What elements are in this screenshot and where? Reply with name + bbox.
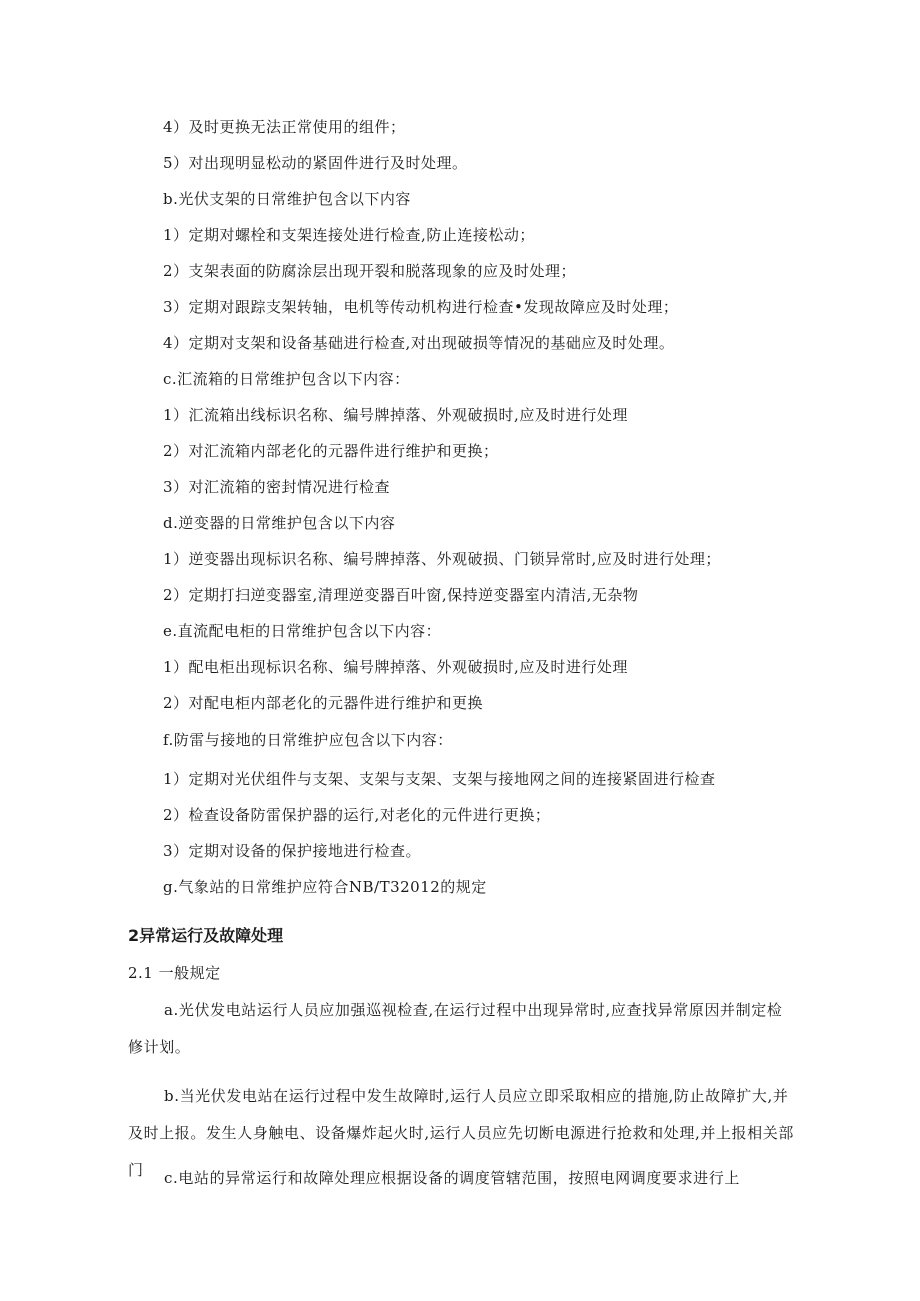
list-item: 2）对汇流箱内部老化的元器件进行维护和更换； [163,442,499,460]
list-heading: e.直流配电柜的日常维护包含以下内容： [163,622,442,640]
list-item: 1）配电柜出现标识名称、编号牌掉落、外观破损时,应及时进行处理 [163,658,628,676]
list-item: 1）定期对光伏组件与支架、支架与支架、支架与接地网之间的连接紧固进行检查 [163,770,716,788]
list-item: 4）定期对支架和设备基础进行检查,对出现破损等情况的基础应及时处理。 [163,334,675,352]
list-item: 3）对汇流箱的密封情况进行检查 [163,478,391,496]
list-item: 3）定期对设备的保护接地进行检查。 [163,842,422,860]
list-item: 2）支架表面的防腐涂层出现开裂和脱落现象的应及时处理； [163,262,577,280]
list-heading: c.汇流箱的日常维护包含以下内容： [163,370,410,388]
list-item: 3）定期对跟踪支架转轴，电机等传动机构进行检查•发现故障应及时处理； [163,298,679,316]
list-item: 4）及时更换无法正常使用的组件； [163,118,406,136]
list-heading: g.气象站的日常维护应符合NB/T32012的规定 [163,878,487,896]
list-heading: f.防雷与接地的日常维护应包含以下内容： [163,731,453,749]
list-item: 2）对配电柜内部老化的元器件进行维护和更换 [163,694,484,712]
paragraph: a.光伏发电站运行人员应加强巡视检查,在运行过程中出现异常时,应查找异常原因并制定检修计划。 [128,1001,783,1056]
list-item: 5）对出现明显松动的紧固件进行及时处理。 [163,154,468,172]
list-item: 1）定期对螺栓和支架连接处进行检查,防止连接松动； [163,226,535,244]
list-item: 1）汇流箱出线标识名称、编号牌掉落、外观破损时,应及时进行处理 [163,406,628,424]
list-item: 1）逆变器出现标识名称、编号牌掉落、外观破损、门锁异常时,应及时进行处理； [163,550,721,568]
list-item: 2）检查设备防雷保护器的运行,对老化的元件进行更换； [163,806,551,824]
subsection-heading: 2.1 一般规定 [128,964,221,982]
list-heading: d.逆变器的日常维护包含以下内容 [163,514,396,532]
list-heading: b.光伏支架的日常维护包含以下内容 [163,190,411,208]
section-heading: 2异常运行及故障处理 [128,926,284,945]
paragraph: c.电站的异常运行和故障处理应根据设备的调度管辖范围，按照电网调度要求进行上 [164,1169,740,1187]
list-item: 2）定期打扫逆变器室,清理逆变器百叶窗,保持逆变器室内清洁,无杂物 [163,586,639,604]
paragraph: b.当光伏发电站在运行过程中发生故障时,运行人员应立即采取相应的措施,防止故障扩大,并及时上报。发生人身触电、设备爆炸起火时,运行人员应先切断电源进行抢救和处理,并上报相关部门 [128,1087,794,1179]
